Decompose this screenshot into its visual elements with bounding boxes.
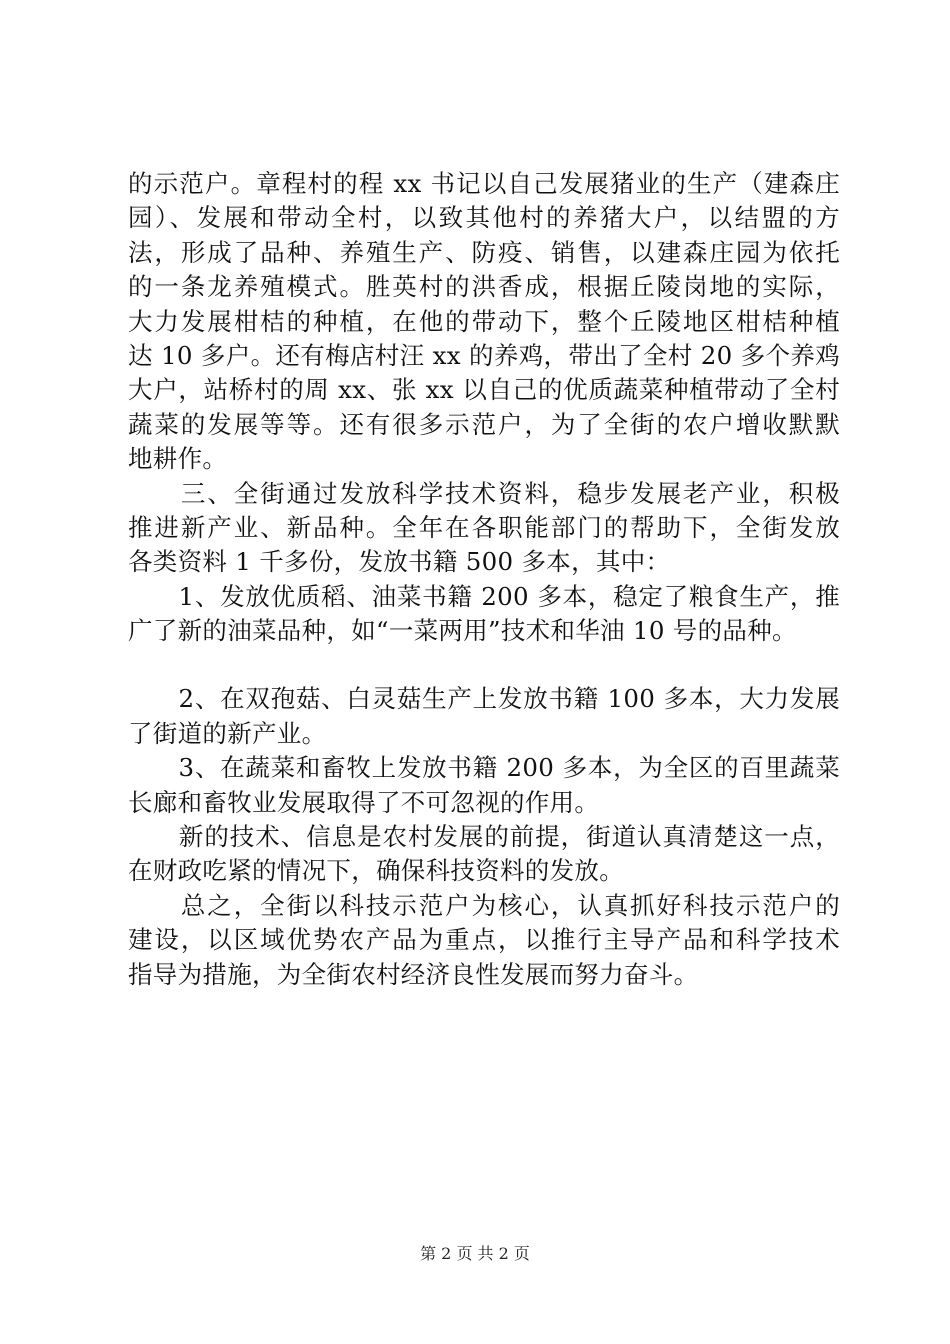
text-line: 推进新产业、新品种。全年在各职能部门的帮助下，全街发放 [128, 512, 840, 542]
text-line: 长廊和畜牧业发展取得了不可忽视的作用。 [128, 787, 600, 817]
text-line: 蔬菜的发展等等。还有很多示范户，为了全街的农户增收默默 [128, 409, 840, 439]
text-line: 了街道的新产业。 [128, 718, 327, 748]
text-line: 新的技术、信息是农村发展的前提，街道认真清楚这一点， [128, 822, 840, 852]
page-footer: 第 2 页 共 2 页 [420, 1244, 530, 1263]
text-line: 达 10 多户。还有梅店村汪 xx 的养鸡，带出了全村 20 多个养鸡 [128, 340, 840, 370]
text-line: 三、全街通过发放科学技术资料，稳步发展老产业，积极 [128, 478, 840, 508]
text-line: 指导为措施，为全街农村经济良性发展而努力奋斗。 [128, 959, 699, 989]
document-body [128, 167, 840, 992]
text-line: 总之，全街以科技示范户为核心，认真抓好科技示范户的 [128, 890, 840, 920]
text-line: 的示范户。章程村的程 xx 书记以自己发展猪业的生产（建森庄 [128, 169, 840, 198]
text-line: 1、发放优质稻、油菜书籍 200 多本，稳定了粮食生产，推 [128, 581, 840, 611]
text-line: 大力发展柑桔的种植，在他的带动下，整个丘陵地区柑桔种植 [128, 306, 840, 336]
text-line: 的一条龙养殖模式。胜英村的洪香成，根据丘陵岗地的实际， [128, 272, 840, 302]
text-line: 2、在双孢菇、白灵菇生产上发放书籍 100 多本，大力发展 [128, 684, 840, 714]
text-line: 广了新的油菜品种，如“一菜两用”技术和华油 10 号的品种。 [128, 616, 797, 646]
text-line: 建设，以区域优势农产品为重点，以推行主导产品和科学技术 [128, 925, 840, 955]
text-line: 在财政吃紧的情况下，确保科技资料的发放。 [128, 856, 624, 886]
text-line: 园）、发展和带动全村，以致其他村的养猪大户，以结盟的方 [128, 203, 840, 233]
text-line: 3、在蔬菜和畜牧上发放书籍 200 多本，为全区的百里蔬菜 [128, 753, 840, 783]
text-line: 各类资料 1 千多份，发放书籍 500 多本，其中： [128, 547, 671, 577]
text-line: 地耕作。 [128, 444, 228, 474]
text-line: 大户，站桥村的周 xx、张 xx 以自己的优质蔬菜种植带动了全村 [128, 375, 840, 405]
paragraph-gap [128, 648, 840, 682]
text-line: 法，形成了品种、养殖生产、防疫、销售，以建森庄园为依托 [128, 237, 840, 267]
